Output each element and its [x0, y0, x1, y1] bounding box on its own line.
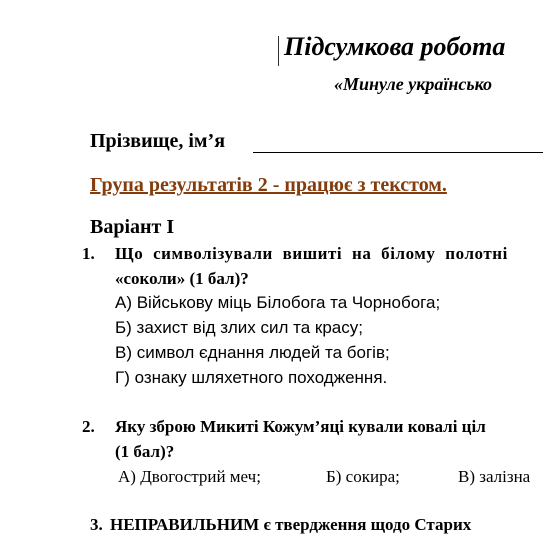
name-field-line — [253, 152, 543, 153]
question-2-option-b: Б) сокира; — [326, 467, 400, 486]
question-1-option-b: Б) захист від злих сил та красу; — [115, 318, 363, 337]
question-2-text-line1: Яку зброю Микиті Кожум’яці кували ковалі ціл — [115, 417, 486, 436]
question-1-number: 1. — [82, 244, 95, 263]
question-1-option-c: В) символ єднання людей та богів; — [115, 343, 390, 362]
question-3-text-line1: НЕПРАВИЛЬНИМ є твердження щодо Старих — [110, 515, 472, 534]
question-1-option-a: А) Військову міць Білобога та Чорнобога; — [115, 293, 441, 312]
variant-heading: Варіант І — [90, 216, 175, 238]
document-title: Підсумкова робота — [284, 32, 506, 61]
question-1-text-line2: «соколи» (1 бал)? — [115, 269, 249, 288]
group-heading: Група результатів 2 - працює з текстом. — [90, 174, 447, 196]
document-subtitle: «Минуле українсько — [334, 74, 493, 94]
question-3-number: 3. — [90, 515, 103, 534]
question-2-option-c: В) залізна — [458, 467, 531, 486]
question-2-number: 2. — [82, 417, 95, 436]
question-2-text-line2: (1 бал)? — [115, 442, 175, 461]
question-1-text-line1: Що символізували вишиті на білому полотні — [115, 244, 508, 263]
name-field-label: Прізвище, ім’я — [90, 130, 226, 152]
text-cursor — [278, 36, 279, 66]
question-2-option-a: А) Двогострий меч; — [118, 467, 261, 486]
question-1-option-d: Г) ознаку шляхетного походження. — [115, 368, 388, 387]
